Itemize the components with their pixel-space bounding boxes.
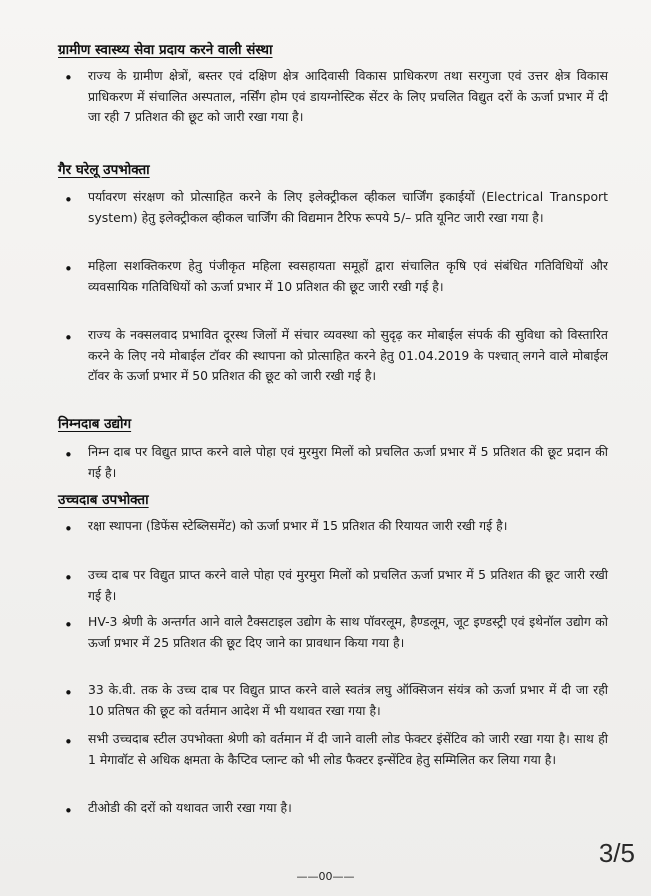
paragraph-oxygen-plant: 33 के.वी. तक के उच्च दाब पर विद्युत प्राप्त करने वाले स्वतंत्र लघु ऑक्सिजन संयंत्र को ऊर्जा प्रभार में दी जा रही 10 प्रतिषत की छूट को वर्तमान आदेश में भी यथावत रखा गया है। xyxy=(88,682,608,718)
paragraph-lt-poha-mills: निम्न दाब पर विद्युत प्राप्त करने वाले पोहा एवं मुरमुरा मिलों को प्रचलित ऊर्जा प्रभार में 5 प्रतिशत की छूट प्रदान की गई है। xyxy=(88,444,608,480)
bullet-icon: • xyxy=(64,446,73,464)
bullet-icon: • xyxy=(64,520,73,538)
bullet-icon: • xyxy=(64,329,73,347)
bullet-icon: • xyxy=(64,616,73,634)
paragraph-defence-establishment: रक्षा स्थापना (डिफेंस स्टेब्लिसमेंट) को ऊर्जा प्रभार में 15 प्रतिशत की रियायत जारी रखी गई है। xyxy=(88,518,508,533)
paragraph-ev-charging: पर्यावरण संरक्षण को प्रोत्साहित करने के लिए इलेक्ट्रीकल व्हीकल चार्जिंग इकाईयों (Electrical Transport system) हेतु इलेक्ट्रीकल व्हीकल चार्जिंग की विद्यमान टैरिफ रूपये 5/– प्रति यूनिट जारी रखा गया है। xyxy=(88,189,608,225)
paragraph-tod-rates: टीओडी की दरों को यथावत जारी रखा गया है। xyxy=(88,800,292,815)
paragraph-rural-health-discount: राज्य के ग्रामीण क्षेत्रों, बस्तर एवं दक्षिण क्षेत्र आदिवासी विकास प्राधिकरण तथा सरगुजा एवं उत्तर क्षेत्र विकास प्राधिकरण में संचालित अस्पताल, नर्सिंग होम एवं डायग्नोस्टिक सेंटर के लिए प्रचलित विद्युत दरों के ऊर्जा प्रभार में दी जा रही 7 प्रतिशत की छूट को जारी रखा गया है। xyxy=(88,68,608,124)
paragraph-steel-load-factor: सभी उच्चदाब स्टील उपभोक्ता श्रेणी को वर्तमान में दी जाने वाली लोड फेक्टर इंसेंटिव को जारी रखा गया है। साथ ही 1 मेगावॉट से अधिक क्षमता के कैप्टिव प्लान्ट को भी लोड फैक्टर इन्सेंटिव हेतु सम्मिलित कर लिया गया है। xyxy=(88,731,608,767)
paragraph-mobile-tower: राज्य के नक्सलवाद प्रभावित दूरस्थ जिलों में संचार व्यवस्था को सुदृढ़ कर मोबाईल संपर्क की सुविधा को विस्तारित करने के लिए नये मोबाईल टॉवर की स्थापना को प्रोत्साहित करने हेतु 01.04.2019 के पश्चात् लगने वाले मोबाईल टॉवर के ऊर्जा प्रभार में 50 प्रतिशत की छूट को जारी रखी गई है। xyxy=(88,327,608,383)
bullet-icon: • xyxy=(64,684,73,702)
section-heading-rural-health: ग्रामीण स्वास्थ्य सेवा प्रदाय करने वाली संस्था xyxy=(58,42,273,58)
paragraph-women-shg: महिला सशक्तिकरण हेतु पंजीकृत महिला स्वसहायता समूहों द्वारा संचालित कृषि एवं संबंधित गतिविधियों और व्यवसायिक गतिविधियों को ऊर्जा प्रभार में 10 प्रतिशत की छूट जारी रखी गई है। xyxy=(88,258,608,294)
bullet-icon: • xyxy=(64,733,73,751)
paragraph-hv3-textile: HV-3 श्रेणी के अन्तर्गत आने वाले टैक्सटाइल उद्योग के साथ पॉवरलूम, हैण्डलूम, जूट इण्डस्ट्री एवं इथेनॉल उद्योग को ऊर्जा प्रभार में 25 प्रतिशत की छूट दिए जाने का प्रावधान किया गया है। xyxy=(88,614,608,650)
paragraph-ht-poha-mills: उच्च दाब पर विद्युत प्राप्त करने वाले पोहा एवं मुरमुरा मिलों को प्रचलित ऊर्जा प्रभार में 5 प्रतिशत की छूट जारी रखी गई है। xyxy=(88,567,608,603)
bullet-icon: • xyxy=(64,569,73,587)
bullet-icon: • xyxy=(64,191,73,209)
section-heading-high-tension-consumers: उच्चदाब उपभोक्ता xyxy=(58,492,149,508)
bullet-icon: • xyxy=(64,69,73,87)
section-heading-non-domestic: गैर घरेलू उपभोक्ता xyxy=(58,162,150,178)
footer-mark: ——00—— xyxy=(296,870,355,883)
page-indicator: 3/5 xyxy=(598,838,635,868)
bullet-icon: • xyxy=(64,802,73,820)
bullet-icon: • xyxy=(64,260,73,278)
section-heading-low-tension-industry: निम्नदाब उद्योग xyxy=(58,416,132,432)
